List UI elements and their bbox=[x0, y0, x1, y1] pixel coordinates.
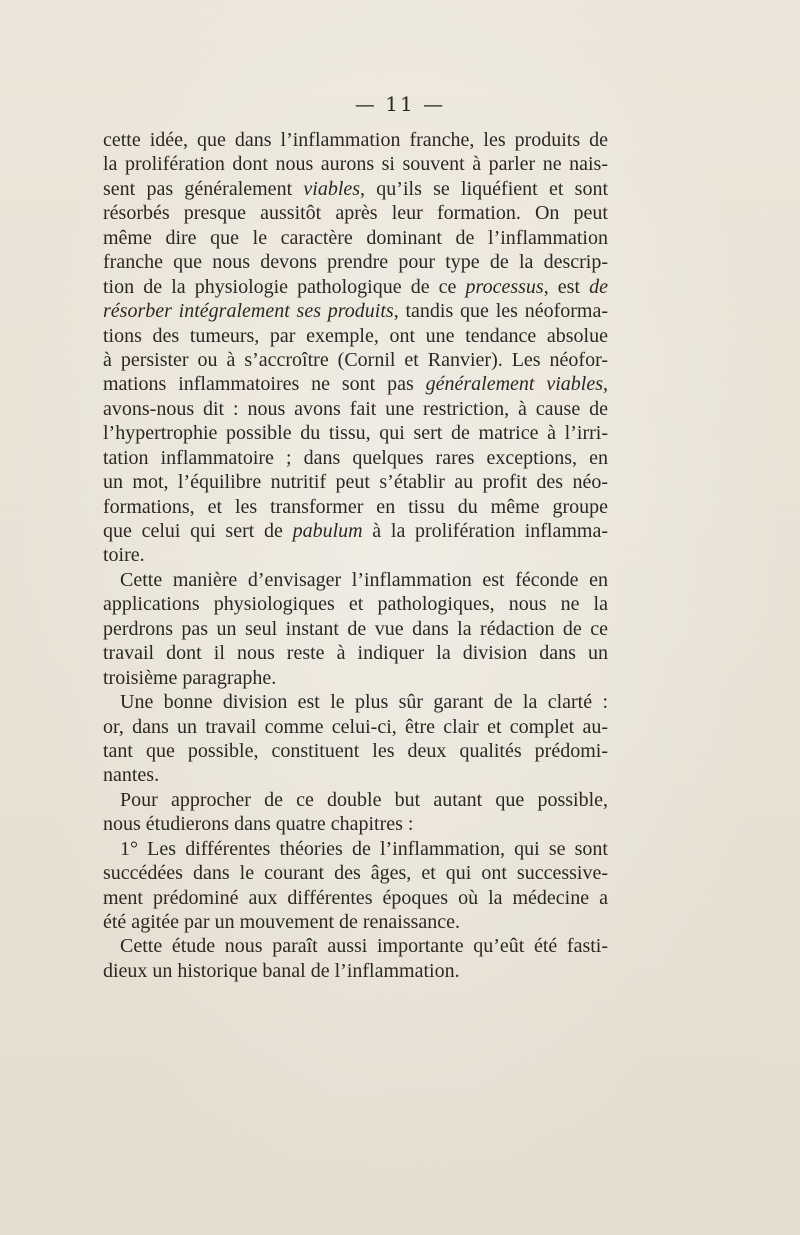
text-line: or, dans un travail comme celui-ci, être clair et complet au- bbox=[103, 715, 608, 738]
text-line: franche que nous devons prendre pour type de la descrip- bbox=[103, 251, 608, 274]
text-line bbox=[103, 177, 608, 201]
text-line: formations, et les transformer en tissu du même groupe bbox=[103, 495, 608, 518]
paragraph bbox=[103, 934, 608, 983]
italic-term: résorber intégralement ses produits bbox=[103, 300, 394, 323]
text-line: toire. bbox=[103, 544, 145, 567]
text-fragment: sent pas généralement bbox=[103, 177, 304, 200]
italic-term: viables bbox=[303, 177, 361, 200]
paragraph bbox=[103, 568, 608, 690]
text-line: 1° Les différentes théories de l’inflammation, qui se sont bbox=[120, 837, 608, 860]
text-line: à persister ou à s’accroître (Cornil et Ranvier). Les néofor- bbox=[103, 348, 608, 371]
text-line: tant que possible, constituent les deux qualités prédomi- bbox=[103, 739, 608, 762]
text-line: un mot, l’équilibre nutritif peut s’établir au profit des néo- bbox=[103, 471, 608, 494]
text-line: Une bonne division est le plus sûr garant de la clarté : bbox=[120, 691, 608, 714]
text-line: nous étudierons dans quatre chapitres : bbox=[103, 813, 414, 836]
paragraph bbox=[103, 690, 608, 788]
paragraph bbox=[103, 837, 608, 935]
text-line: été agitée par un mouvement de renaissance. bbox=[103, 911, 461, 933]
text-line: la prolifération dont nous aurons si souvent à parler ne nais- bbox=[103, 153, 608, 176]
text-fragment: , bbox=[603, 373, 609, 396]
text-line: applications physiologiques et pathologiques, nous ne la bbox=[103, 593, 608, 616]
text-line: résorbés presque aussitôt après leur formation. On peut bbox=[103, 202, 608, 225]
italic-term: pabulum bbox=[292, 520, 363, 542]
text-line: travail dont il nous reste à indiquer la division dans un bbox=[103, 642, 608, 665]
text-line bbox=[103, 519, 608, 543]
text-line bbox=[103, 372, 608, 396]
text-line: Cette étude nous paraît aussi importante qu’eût été fasti- bbox=[120, 935, 608, 958]
text-line bbox=[103, 299, 608, 323]
text-fragment: que celui qui sert de bbox=[103, 520, 293, 542]
text-fragment: , est bbox=[543, 275, 590, 298]
paragraph bbox=[103, 128, 608, 568]
text-line: Cette manière d’envisager l’inflammation est féconde en bbox=[120, 568, 608, 591]
text-fragment: , tandis que les néoforma- bbox=[393, 300, 608, 323]
text-line: perdrons pas un seul instant de vue dans la rédaction de ce bbox=[103, 617, 608, 640]
italic-term: de bbox=[589, 275, 608, 298]
italic-term: processus bbox=[465, 275, 544, 298]
text-line: succédées dans le courant des âges, et qui ont successive- bbox=[103, 862, 608, 885]
text-fragment: à la prolifération inflamma- bbox=[362, 520, 608, 542]
text-line bbox=[103, 275, 608, 299]
text-line: tation inflammatoire ; dans quelques rares exceptions, en bbox=[103, 446, 608, 469]
text-line: nantes. bbox=[103, 764, 160, 787]
text-line: dieux un historique banal de l’inflammation. bbox=[103, 959, 460, 982]
page-number: — 11 — bbox=[354, 92, 446, 116]
text-line: avons-nous dit : nous avons fait une restriction, à cause de bbox=[103, 397, 608, 420]
paragraph bbox=[103, 788, 608, 837]
text-line: l’hypertrophie possible du tissu, qui sert de matrice à l’irri- bbox=[103, 422, 608, 445]
text-fragment: tion de la physiologie pathologique de ce bbox=[103, 275, 466, 298]
text-fragment: , qu’ils se liquéfient et sont bbox=[360, 177, 608, 200]
text-fragment: mations inflammatoires ne sont pas bbox=[103, 373, 426, 396]
italic-term: généralement viables bbox=[425, 373, 604, 396]
text-line: troisième paragraphe. bbox=[103, 666, 277, 689]
text-line: tions des tumeurs, par exemple, ont une tendance absolue bbox=[103, 324, 608, 347]
text-line: ment prédominé aux différentes époques où la médecine a bbox=[103, 886, 608, 909]
body-text bbox=[103, 128, 608, 983]
text-line: Pour approcher de ce double but autant que possible, bbox=[120, 788, 608, 811]
text-line: même dire que le caractère dominant de l’inflammation bbox=[103, 226, 608, 249]
text-line: cette idée, que dans l’inflammation franche, les produits de bbox=[103, 129, 608, 151]
